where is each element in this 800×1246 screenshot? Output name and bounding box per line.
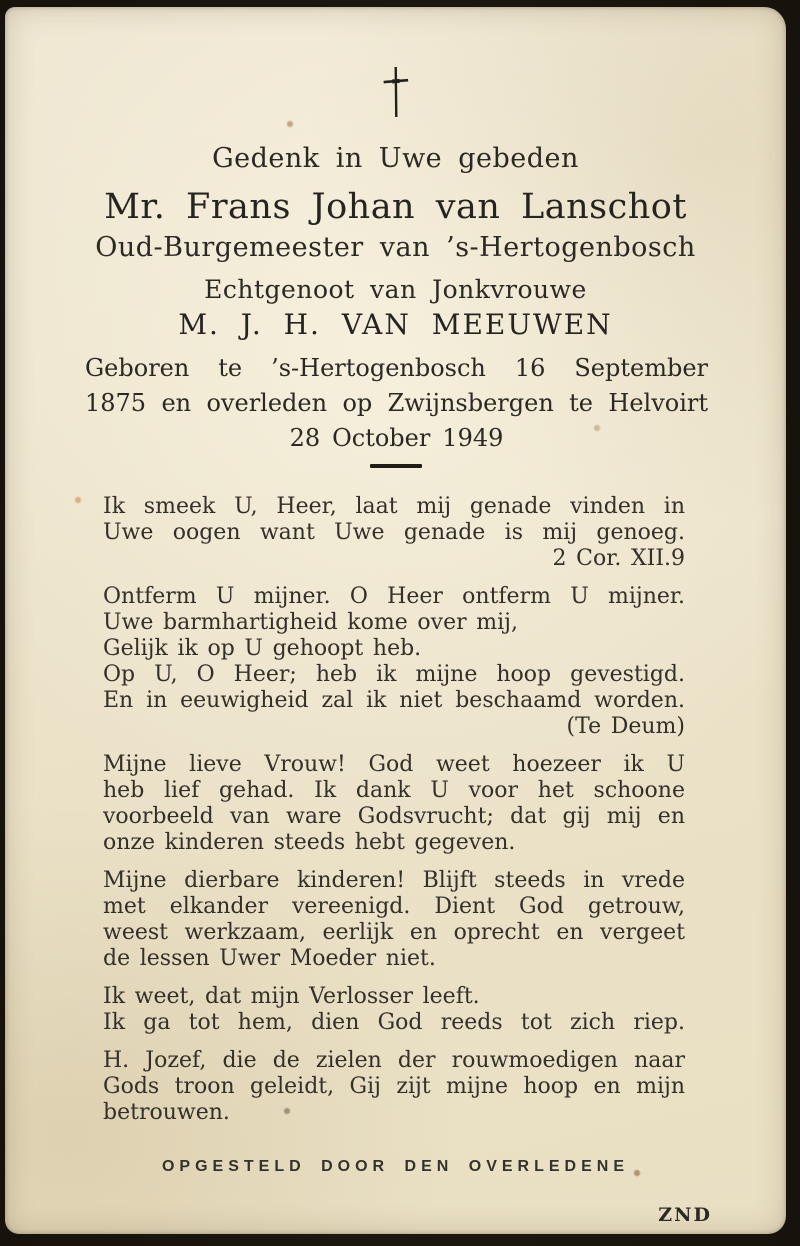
divider: [370, 464, 422, 468]
prayer-line: Mijne lieve Vrouw! God weet hoezeer ik U: [103, 752, 685, 777]
prayer-line: de lessen Uwer Moeder niet.: [103, 946, 436, 971]
prayer-line: Ontferm U mijner. O Heer ontferm U mijner.: [103, 584, 685, 609]
prayer-line: Ik ga tot hem, dien God reeds tot zich riep.: [103, 1010, 685, 1035]
prayer-line: onze kinderen steeds hebt gegeven.: [103, 830, 516, 855]
prayer-line: Op U, O Heer; heb ik mijne hoop gevestigd.: [103, 662, 685, 687]
vital-line: 1875 en overleden op Zwijnsbergen te Helvoirt: [85, 389, 708, 417]
prayer-line: Ik weet, dat mijn Verlosser leeft.: [103, 984, 480, 1009]
prayer-line: En in eeuwigheid zal ik niet beschaamd worden.: [103, 688, 685, 713]
deceased-name: Mr. Frans Johan van Lanschot: [104, 187, 687, 227]
prayer-line: H. Jozef, die de zielen der rouwmoedigen naar: [103, 1048, 685, 1073]
spouse-name: M. J. H. VAN MEEUWEN: [178, 308, 613, 341]
prayer-line: Gelijk ik op U gehoopt heb.: [103, 636, 422, 661]
prayer-text: [103, 494, 685, 1126]
memorial-intro: Gedenk in Uwe gebeden: [212, 143, 579, 174]
attribution: OPGESTELD DOOR DEN OVERLEDENE: [161, 1158, 630, 1175]
prayer-line: Ik smeek U, Heer, laat mij genade vinden in: [103, 494, 685, 519]
vital-line: Geboren te ’s-Hertogenbosch 16 September: [85, 354, 708, 382]
prayer-line: Gods troon geleidt, Gij zijt mijne hoop en mijn: [103, 1074, 685, 1099]
prayer-line: (Te Deum): [566, 714, 685, 739]
spouse-intro: Echtgenoot van Jonkvrouwe: [204, 275, 587, 304]
prayer-line: weest werkzaam, eerlijk en oprecht en vergeet: [103, 920, 685, 945]
prayer-line: Uwe barmhartigheid kome over mij,: [103, 610, 518, 635]
memorial-card: [5, 7, 786, 1234]
deceased-title: Oud-Burgemeester van ’s-Hertogenbosch: [95, 232, 696, 263]
vital-dates: [85, 351, 708, 456]
prayer-line: met elkander vereenigd. Dient God getrouw,: [103, 894, 685, 919]
prayer-line: heb lief gehad. Ik dank U voor het schoone: [103, 778, 685, 803]
cross-icon: [378, 64, 414, 119]
prayer-line: voorbeeld van ware Godsvrucht; dat gij mij en: [103, 804, 685, 829]
vital-line: 28 October 1949: [289, 424, 504, 452]
prayer-line: Mijne dierbare kinderen! Blijft steeds in vrede: [103, 868, 685, 893]
prayer-line: 2 Cor. XII.9: [552, 546, 685, 571]
prayer-line: Uwe oogen want Uwe genade is mij genoeg.: [103, 520, 685, 545]
printer-mark: ZND: [658, 1204, 712, 1226]
prayer-line: betrouwen.: [103, 1100, 230, 1125]
